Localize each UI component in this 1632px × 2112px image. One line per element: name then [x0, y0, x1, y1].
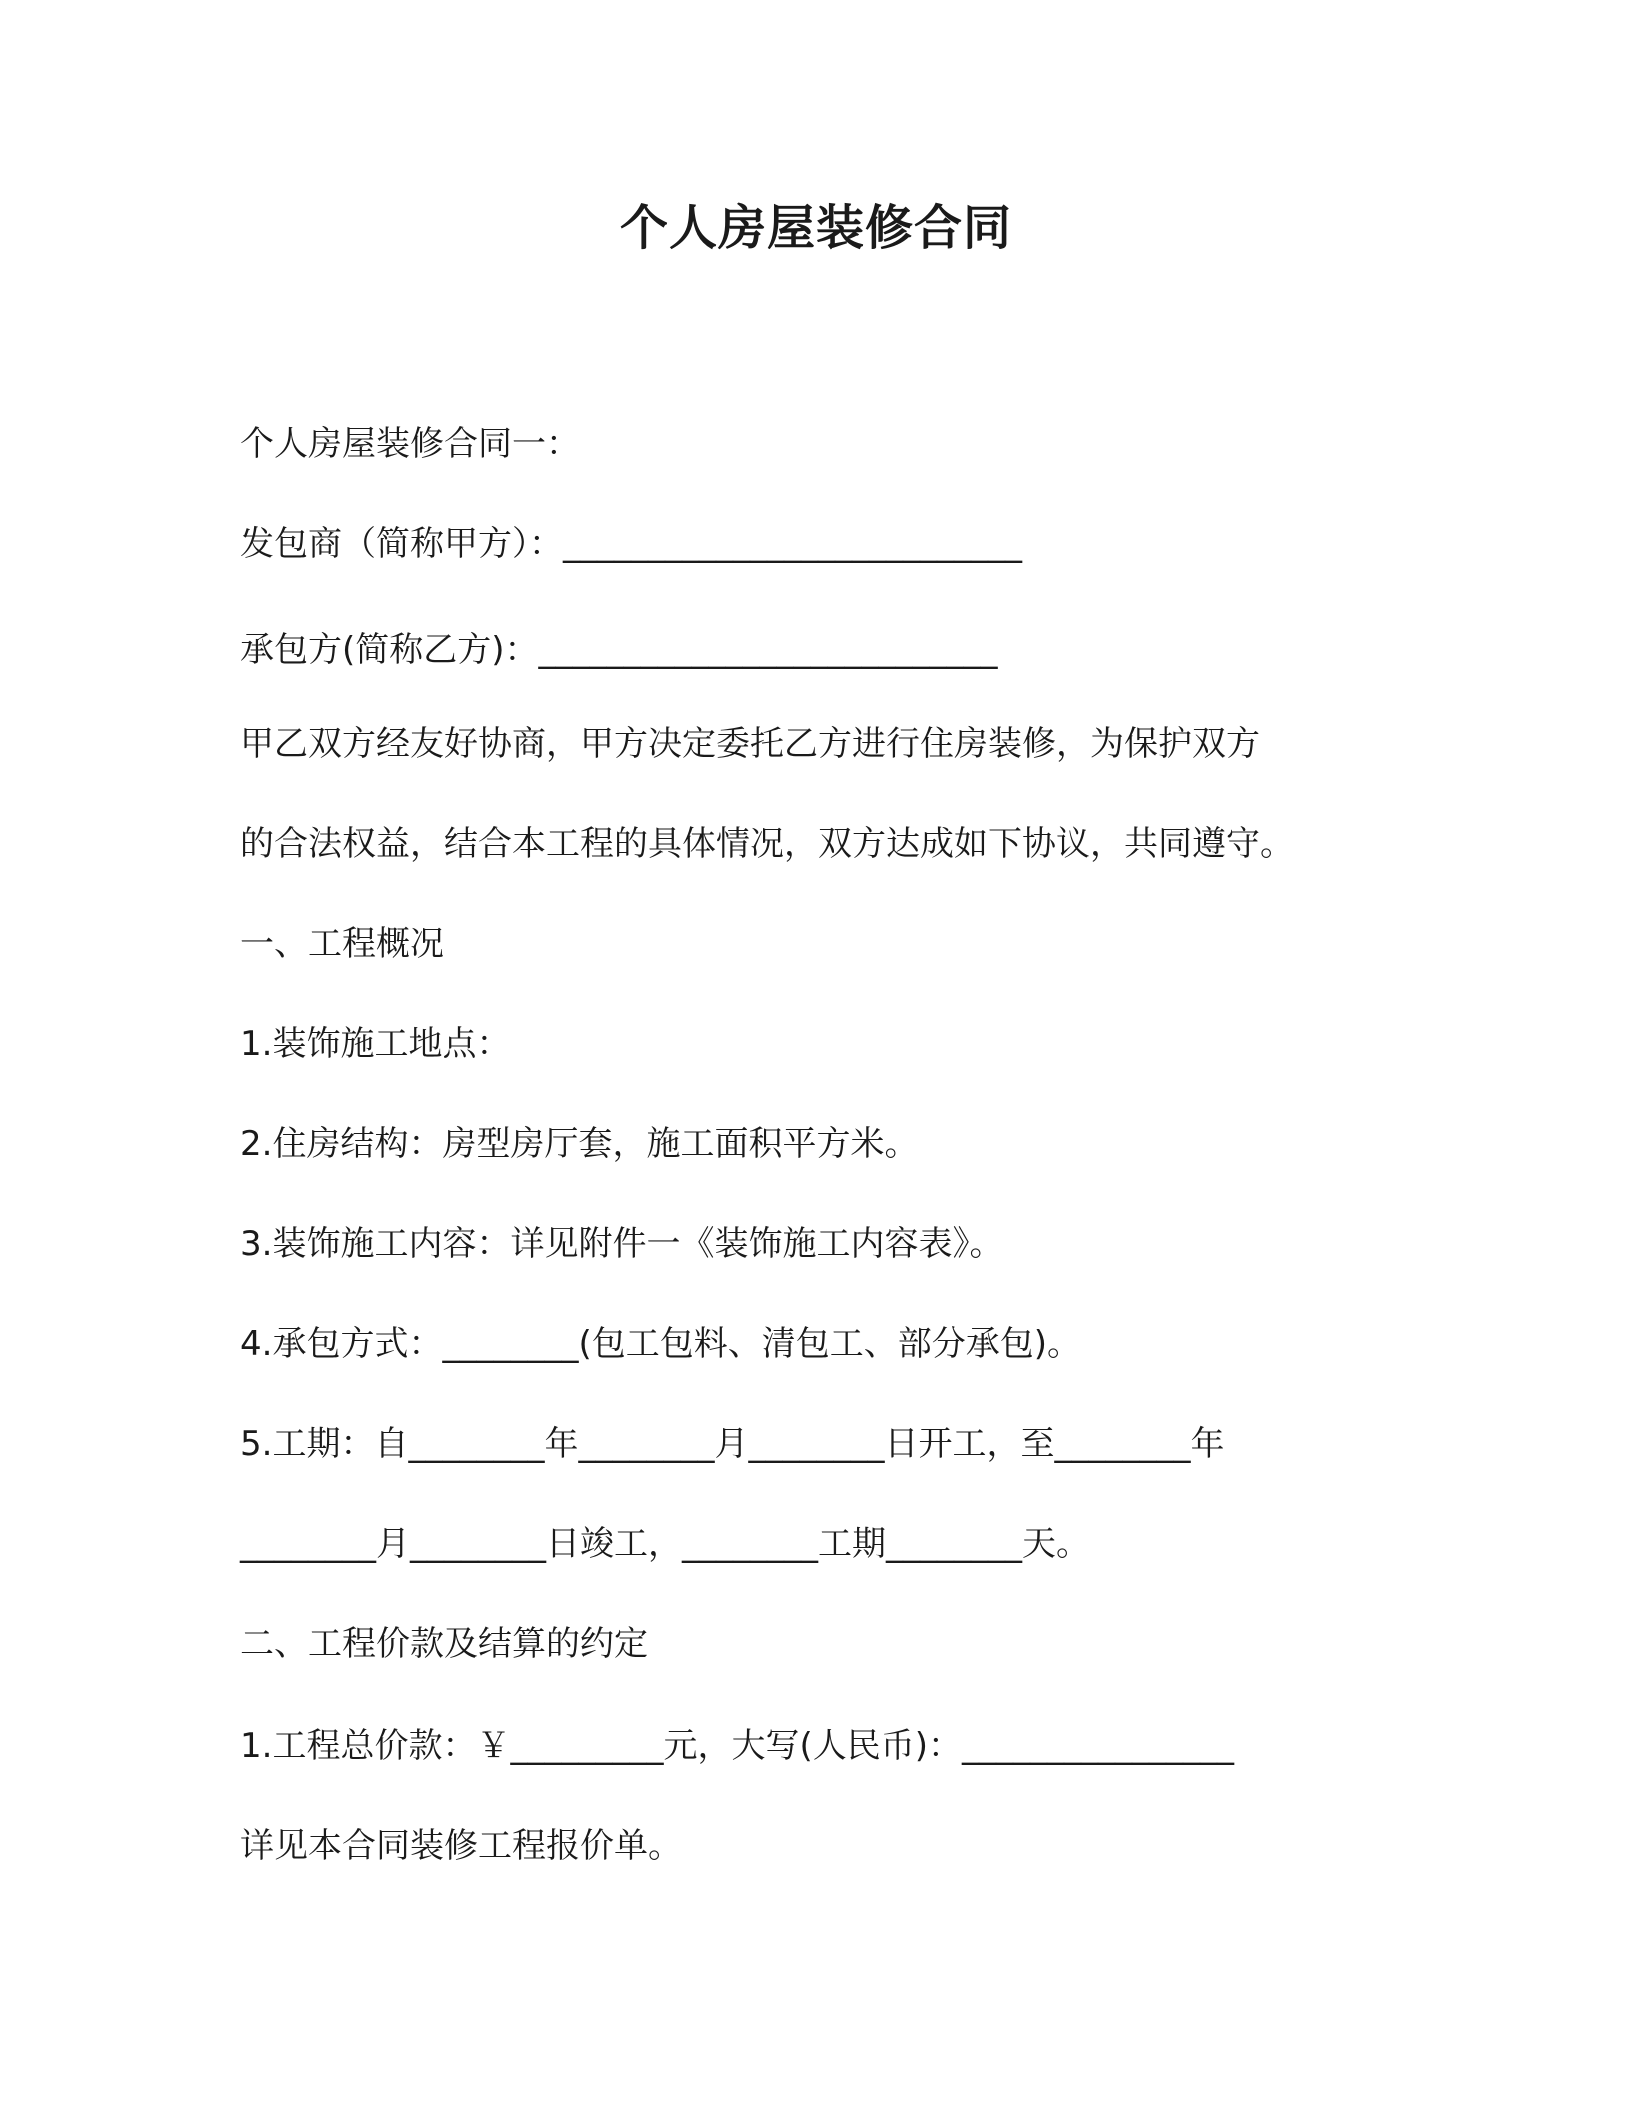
clause-1-1: 1.装饰施工地点：: [240, 1024, 511, 1064]
section-heading-2: 二、工程价款及结算的约定: [240, 1624, 648, 1664]
clause-2-1: 1.工程总价款：￥_________元，大写(人民币)：________________: [240, 1726, 1234, 1766]
party-b-line: 承包方(简称乙方)：___________________________: [240, 630, 998, 670]
document-title: 个人房屋装修合同: [619, 200, 1012, 256]
clause-1-3: 3.装饰施工内容：详见附件一《装饰施工内容表》。: [240, 1224, 1004, 1264]
clause-1-5-line-2: ________月________日竣工，________工期________天。: [240, 1524, 1090, 1564]
clause-1-5-line-1: 5.工期：自________年________月________日开工，至________年: [240, 1424, 1225, 1464]
section-heading-1: 一、工程概况: [240, 924, 444, 964]
preamble-line-1: 甲乙双方经友好协商，甲方决定委托乙方进行住房装修，为保护双方: [240, 724, 1260, 764]
party-a-line: 发包商（简称甲方）：___________________________: [240, 524, 1022, 564]
clause-1-2: 2.住房结构：房型房厅套，施工面积平方米。: [240, 1124, 919, 1164]
clause-2-1-note: 详见本合同装修工程报价单。: [240, 1826, 682, 1866]
clause-1-4: 4.承包方式：________(包工包料、清包工、部分承包)。: [240, 1324, 1081, 1364]
preamble-line-2: 的合法权益，结合本工程的具体情况，双方达成如下协议，共同遵守。: [240, 824, 1294, 864]
contract-subtitle: 个人房屋装修合同一：: [240, 424, 580, 464]
